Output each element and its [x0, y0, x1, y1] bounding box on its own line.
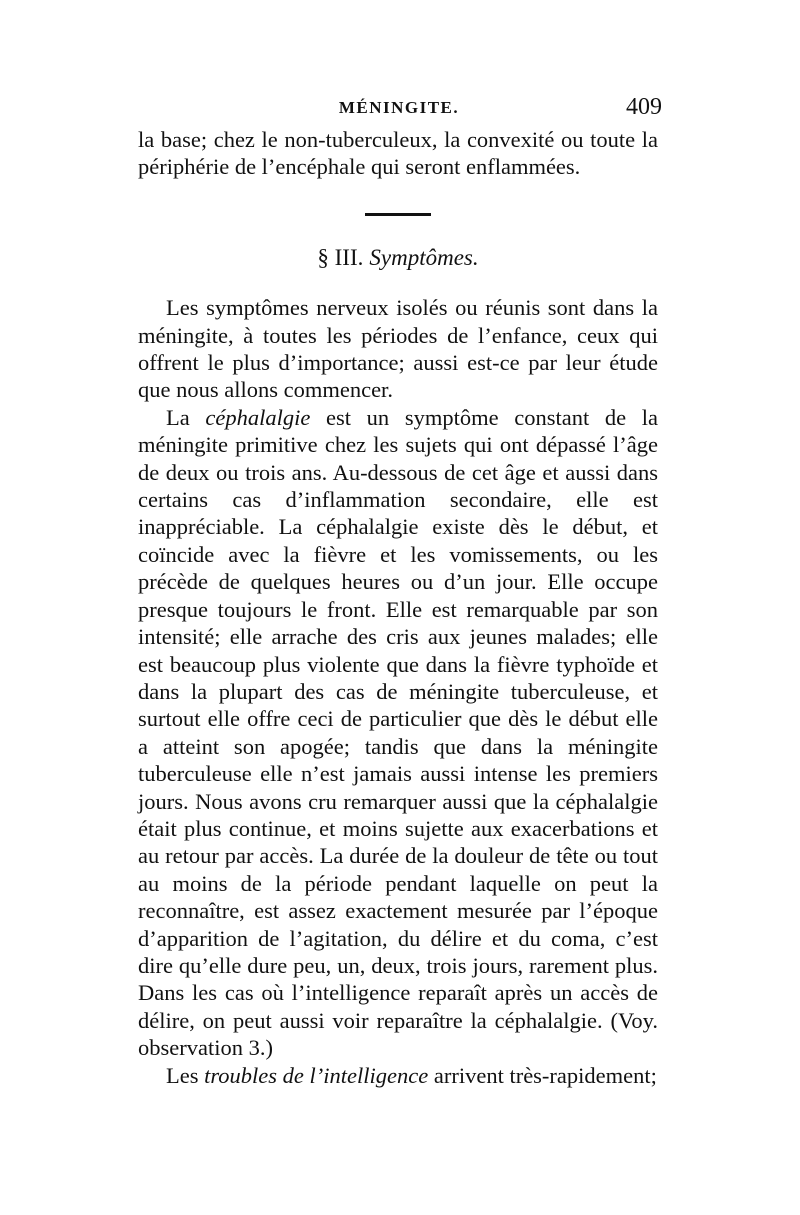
paragraph-text: arrivent très-rapidement; — [428, 1062, 657, 1088]
body-text — [138, 126, 658, 1089]
paragraph-intelligence — [138, 1062, 658, 1089]
term-cephalalgia: céphalalgie — [205, 404, 311, 430]
section-heading — [138, 244, 658, 271]
paragraph-cephalalgia — [138, 404, 658, 1062]
term-intelligence: troubles de l’intelligence — [204, 1062, 429, 1088]
paragraph-text: Les — [166, 1062, 205, 1088]
section-title: Symptômes. — [369, 244, 479, 270]
paragraph-nervous-symptoms: Les symptômes nerveux isolés ou réunis sont dans la méningite, à toutes les périodes de l’enfance, ceux qui offrent le plus d’importance; aussi est-ce par leur étude que nous allons commencer. — [138, 295, 658, 403]
running-head — [136, 94, 662, 122]
running-title: MÉNINGITE. — [338, 98, 460, 117]
section-number: § III. — [317, 244, 364, 270]
paragraph-text: La — [166, 404, 206, 430]
section-divider — [365, 213, 431, 216]
page-number: 409 — [626, 94, 662, 120]
paragraph-continuation: la base; chez le non-tuberculeux, la convexité ou toute la périphérie de l’encéphale qui seront enflammées. — [138, 127, 658, 180]
paragraph-text: est un symptôme constant de la méningite primitive chez les sujets qui ont dépassé l’âge de deux ou trois ans. Au-dessous de cet âge et aussi dans certains cas d’inflammation secondaire, elle est inappréciable. La céphalalgie existe dès le début, et coïncide avec la fièvre et les vomissements, ou les précède de quelques heures ou d’un jour. Elle occupe presque toujours le front. Elle est remarquable par son intensité; elle arrache des cris aux jeunes malades; elle est beaucoup plus violente que dans la fièvre typhoïde et dans la plupart des cas de méningite tuberculeuse, et surtout elle offre ceci de particulier que dès le début elle a atteint son apogée; tandis que dans la méningite tuberculeuse elle n’est jamais aussi intense les premiers jours. Nous avons cru remarquer aussi que la céphalalgie était plus continue, et moins sujette aux exacerbations et au retour par accès. La durée de la douleur de tête ou tout au moins de la période pendant laquelle on peut la reconnaître, est assez exactement mesurée par l’époque d’apparition de l’agitation, du délire et du coma, c’est dire qu’elle dure peu, un, deux, trois jours, rarement plus. Dans les cas où l’intelligence reparaît après un accès de délire, on peut aussi voir reparaître la céphalalgie. (Voy. observation 3.) — [138, 404, 658, 1061]
